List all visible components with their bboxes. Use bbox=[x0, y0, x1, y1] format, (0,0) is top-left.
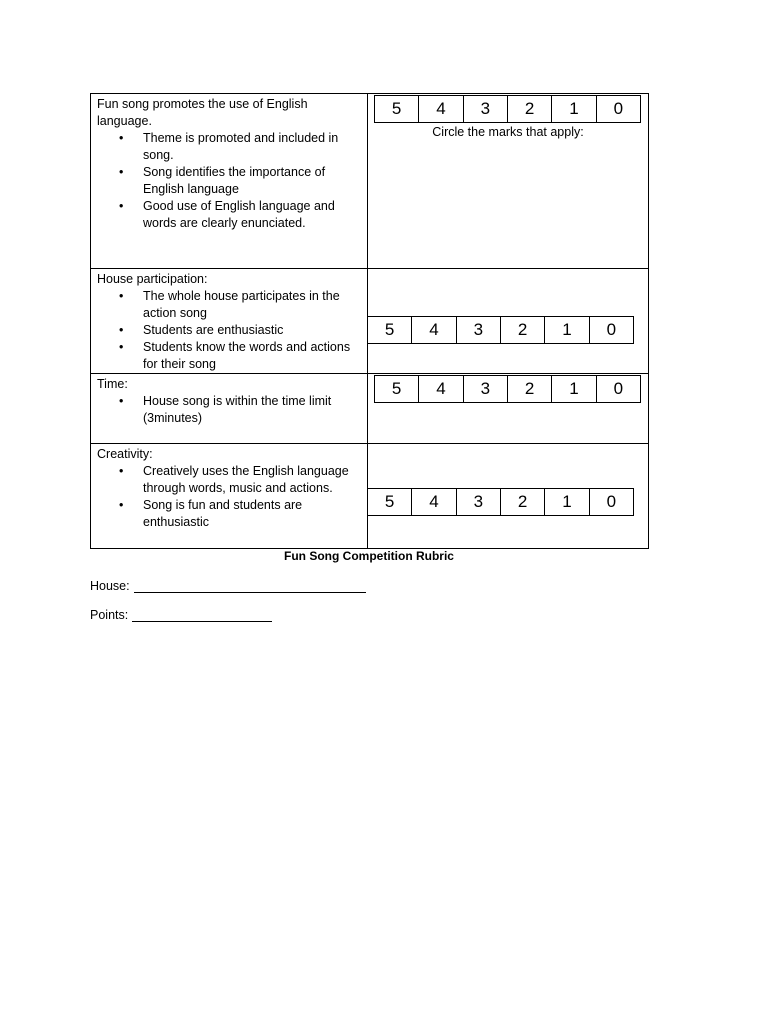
score-cell bbox=[368, 269, 649, 374]
score-options bbox=[374, 375, 641, 403]
score-option-0[interactable]: 0 bbox=[596, 376, 640, 402]
score-option-1[interactable]: 1 bbox=[544, 489, 588, 515]
criteria-heading: Fun song promotes the use of English language. bbox=[97, 97, 308, 128]
criteria-cell bbox=[91, 374, 368, 444]
score-cell bbox=[368, 94, 649, 269]
score-option-4[interactable]: 4 bbox=[411, 317, 455, 343]
score-option-2[interactable]: 2 bbox=[507, 96, 551, 122]
score-option-2[interactable]: 2 bbox=[500, 317, 544, 343]
rubric-table bbox=[90, 93, 649, 549]
score-option-3[interactable]: 3 bbox=[456, 489, 500, 515]
score-option-0[interactable]: 0 bbox=[589, 317, 633, 343]
score-option-3[interactable]: 3 bbox=[456, 317, 500, 343]
score-option-5[interactable]: 5 bbox=[391, 99, 402, 118]
criteria-list bbox=[97, 393, 361, 427]
rubric-row-time bbox=[91, 374, 649, 444]
score-option-2[interactable]: 2 bbox=[507, 376, 551, 402]
rubric-row-participation bbox=[91, 269, 649, 374]
points-field bbox=[90, 607, 272, 622]
score-option-2[interactable]: 2 bbox=[500, 489, 544, 515]
criteria-heading: House participation: bbox=[97, 272, 208, 286]
criteria-cell bbox=[91, 444, 368, 549]
criteria-cell bbox=[91, 269, 368, 374]
score-option-5[interactable]: 5 bbox=[384, 492, 395, 511]
house-field bbox=[90, 578, 366, 593]
criteria-heading: Time: bbox=[97, 377, 128, 391]
house-input-line[interactable] bbox=[134, 578, 366, 593]
criteria-bullet: • The whole house participates in the action song bbox=[143, 288, 361, 322]
score-options bbox=[367, 488, 634, 516]
score-options bbox=[374, 95, 641, 123]
criteria-bullet: • Song is fun and students are enthusiastic bbox=[143, 497, 361, 531]
criteria-list bbox=[97, 463, 361, 531]
criteria-bullet: • House song is within the time limit (3minutes) bbox=[143, 393, 361, 427]
points-input-line[interactable] bbox=[132, 607, 272, 622]
criteria-bullet: • Theme is promoted and included in song. bbox=[143, 130, 361, 164]
score-option-5[interactable]: 5 bbox=[384, 320, 395, 339]
criteria-bullet: • Good use of English language and words are clearly enunciated. bbox=[143, 198, 361, 232]
rubric-caption: Fun Song Competition Rubric bbox=[284, 549, 454, 563]
score-option-1[interactable]: 1 bbox=[544, 317, 588, 343]
score-option-1[interactable]: 1 bbox=[551, 376, 595, 402]
criteria-bullet: • Song identifies the importance of English language bbox=[143, 164, 361, 198]
score-options bbox=[367, 316, 634, 344]
score-cell bbox=[368, 444, 649, 549]
circle-instruction: Circle the marks that apply: bbox=[432, 125, 584, 139]
criteria-heading: Creativity: bbox=[97, 447, 153, 461]
criteria-bullet: • Students are enthusiastic bbox=[143, 322, 361, 339]
house-label: House: bbox=[90, 579, 130, 593]
score-option-0[interactable]: 0 bbox=[596, 96, 640, 122]
points-label: Points: bbox=[90, 608, 129, 622]
criteria-bullet: • Creatively uses the English language through words, music and actions. bbox=[143, 463, 361, 497]
criteria-bullet: • Students know the words and actions for their song bbox=[143, 339, 361, 373]
score-option-4[interactable]: 4 bbox=[418, 376, 462, 402]
score-option-3[interactable]: 3 bbox=[463, 96, 507, 122]
score-option-0[interactable]: 0 bbox=[589, 489, 633, 515]
score-option-5[interactable]: 5 bbox=[391, 379, 402, 398]
score-option-4[interactable]: 4 bbox=[411, 489, 455, 515]
criteria-cell bbox=[91, 94, 368, 269]
score-option-3[interactable]: 3 bbox=[463, 376, 507, 402]
rubric-row-theme bbox=[91, 94, 649, 269]
rubric-row-creativity bbox=[91, 444, 649, 549]
score-cell bbox=[368, 374, 649, 444]
criteria-list bbox=[97, 130, 361, 232]
score-option-4[interactable]: 4 bbox=[418, 96, 462, 122]
criteria-list bbox=[97, 288, 361, 373]
score-option-1[interactable]: 1 bbox=[551, 96, 595, 122]
